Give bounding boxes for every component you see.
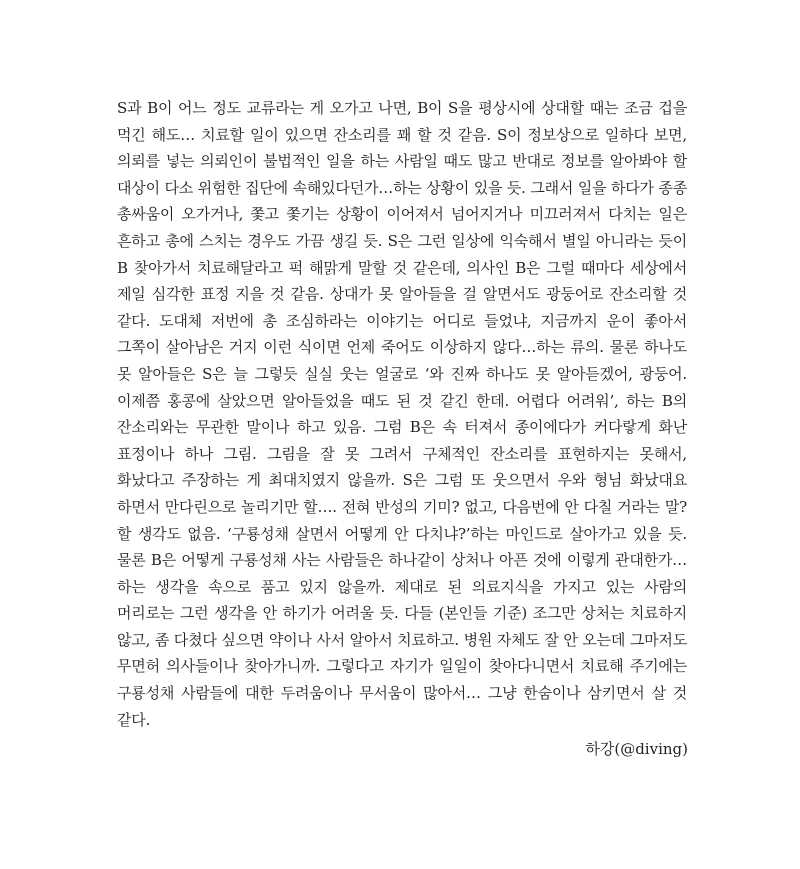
body-paragraph: S과 B이 어느 정도 교류라는 게 오가고 나면, B이 S을 평상시에 상대할 때는 조금 겁을 먹긴 해도… 치료할 일이 있으면 잔소리를 꽤 할 것 같음. S이 정보상으로 일하다 보면, 의뢰를 넣는 의뢰인이 불법적인 일을 하는 사람일 때도 많고 반대로 정보를 알아봐야 할 대상이 다소 위험한 집단에 속해있다던가…하는 상황이 있을 듯. 그래서 일을 하다가 종종 총싸움이 오가거나, 쫓고 쫓기는 상황이 이어져서 넘어지거나 미끄러져서 다치는 일은 흔하고 총에 스치는 경우도 가끔 생길 듯. S은 그런 일상에 익숙해서 별일 아니라는 듯이 B 찾아가서 치료해달라고 퍽 해맑게 말할 것 같은데, 의사인 B은 그럴 때마다 세상에서 제일 심각한 표정 지을 것 같음. 상대가 못 알아들을 걸 알면서도 광둥어로 잔소리할 것 같다. 도대체 저번에 총 조심하라는 이야기는 어디로 들었냐, 지금까지 운이 좋아서 그쪽이 살아남은 거지 이런 식이면 언제 죽어도 이상하지 않다…하는 류의. 물론 하나도 못 알아들은 S은 늘 그렇듯 실실 웃는 얼굴로 ‘와 진짜 하나도 못 알아듣겠어, 광둥어. 이제쯤 홍콩에 살았으면 알아들었을 때도 된 것 같긴 한데. 어렵다 어려워’, 하는 B의 잔소리와는 무관한 말이나 하고 있음. 그럼 B은 속 터져서 종이에다가 커다랗게 화난 표정이나 하나 그림. 그림을 잘 못 그려서 구체적인 잔소리를 표현하지는 못해서, 화났다고 주장하는 게 최대치였지 않을까. S은 그럼 또 웃으면서 우와 형님 화났대요 하면서 만다린으로 놀리기만 할…. 전혀 반성의 기미? 없고, 다음번에 안 다칠 거라는 말? 할 생각도 없음. ‘구룡성채 살면서 어떻게 안 다치냐?’하는 마인드로 살아가고 있을 듯. 물론 B은 어떻게 구룡성채 사는 사람들은 하나같이 상처나 아픈 것에 이렇게 관대한가…하는 생각을 속으로 품고 있지 않을까. 제대로 된 의료지식을 가지고 있는 사람의 머리로는 그런 생각을 안 하기가 어려울 듯. 다들 (본인들 기준) 조그만 상처는 치료하지 않고, 좀 다쳤다 싶으면 약이나 사서 알아서 치료하고. 병원 자체도 잘 안 오는데 그마저도 무면허 의사들이나 찾아가니까. 그렇다고 자기가 일일이 찾아다니면서 치료해 주기에는 구룡성채 사람들에 대한 두려움이나 무서움이 많아서… 그냥 한숨이나 삼키면서 살 것 같다. bbox=[117, 99, 687, 729]
author-signature: 하강(@diving) bbox=[585, 740, 688, 758]
